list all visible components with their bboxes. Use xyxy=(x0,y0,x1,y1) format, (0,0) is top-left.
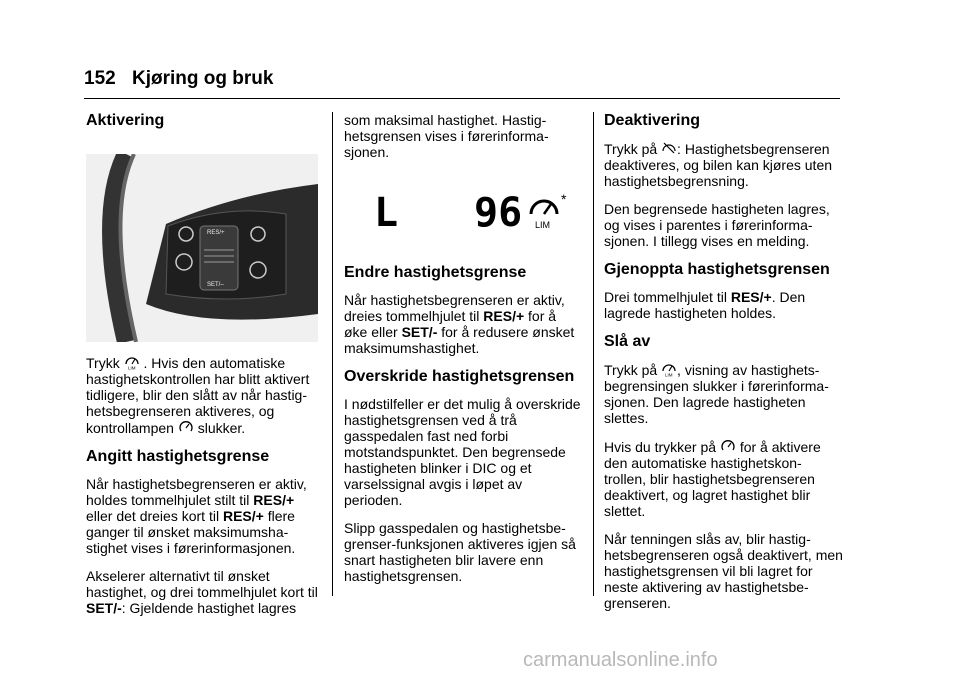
paragraph: Når hastighetsbegrenseren er aktiv, dreies tommelhjulet til RES/+ for å øke eller SET/- for å redusere ønsket maksimumshastighet. xyxy=(344,292,575,356)
heading-exceed-limit: Overskride hastighetsgrensen xyxy=(344,368,575,385)
svg-text:LIM: LIM xyxy=(665,372,673,377)
heading-deactivate: Deaktivering xyxy=(604,112,701,129)
column-2 xyxy=(344,112,582,596)
speed-limiter-icon xyxy=(661,361,677,377)
speed-limiter-icon xyxy=(531,201,557,230)
paragraph: Akselerer alternativt til ønsket hastighet, og drei tommelhjulet kort til SET/-: Gjeldende hastighet lagres xyxy=(86,568,318,616)
page-number: 152 xyxy=(84,68,116,89)
res-button-label: RES/+ xyxy=(207,230,225,236)
svg-text:LIM: LIM xyxy=(127,365,136,370)
column-divider xyxy=(332,112,333,596)
paragraph: Hvis du trykker på for å aktivere den automatiske hastighetskon- trollen, blir hastighetsbegrenseren deaktivert, og lagret hastighet blir slettet. xyxy=(604,439,821,519)
paragraph: Trykk LIM . Hvis den automatiske hastighetskontrollen har blitt aktivert tidligere, blir den slått av når hastig- hetsbegrenseren aktiveres, og kontrollampen slukker. xyxy=(86,355,310,436)
set-button-label: SET/– xyxy=(207,282,224,288)
steering-wheel-controls-image xyxy=(86,154,318,342)
display-speed: 96 xyxy=(474,190,523,236)
column-1 xyxy=(86,112,322,628)
heading-activation: Aktivering xyxy=(86,112,165,129)
cancel-icon xyxy=(661,140,677,156)
display-left-symbol: L xyxy=(374,190,399,236)
driver-info-display xyxy=(344,180,582,240)
paragraph: Slipp gasspedalen og hastighetsbe- grenser-funksjonen aktiveres igjen så snart hastigheten blir lavere enn hastighetsgrensen. xyxy=(344,520,576,584)
heading-off: Slå av xyxy=(604,333,651,350)
paragraph: I nødstilfeller er det mulig å overskride hastighetsgrensen ved å trå gasspedalen fast ned forbi motstandspunktet. Den begrensede hastigheten blinker i DIC og et varselssignal avgis i løpet av perioden. xyxy=(344,396,581,508)
page-header xyxy=(84,64,840,100)
display-star: * xyxy=(561,191,567,207)
watermark: carmanualsonline.info xyxy=(523,649,718,671)
heading-set-limit: Angitt hastighetsgrense xyxy=(86,448,270,465)
column-divider xyxy=(593,112,594,596)
header-rule xyxy=(84,98,840,99)
section-title: Kjøring og bruk xyxy=(132,68,274,89)
cruise-control-icon xyxy=(178,419,194,435)
paragraph: Trykk på LIM , visning av hastighets- begrensingen slukker i førerinforma- sjonen. Den lagrede hastigheten slettes. xyxy=(604,362,829,426)
cruise-control-icon xyxy=(720,438,736,454)
heading-resume: Gjenoppta hastighetsgrensen xyxy=(604,261,830,278)
paragraph: Trykk på : Hastighetsbegrenseren deaktiveres, og bilen kan kjøres uten hastighetsbegrensning. xyxy=(604,141,833,189)
paragraph: Den begrensede hastigheten lagres, og vises i parentes i førerinforma- sjonen. I tillegg vises en melding. xyxy=(604,201,830,249)
heading-change-limit: Endre hastighetsgrense xyxy=(344,264,527,281)
paragraph: Når tenningen slås av, blir hastig- hetsbegrenseren også deaktivert, men hastighetsgrensen vil bli lagret for neste aktivering av hastighetsbe- grenseren. xyxy=(604,531,843,611)
paragraph: som maksimal hastighet. Hastig- hetsgrensen vises i førerinforma- sjonen. xyxy=(344,112,549,160)
svg-text:LIM: LIM xyxy=(535,220,551,230)
column-3 xyxy=(604,112,844,623)
paragraph: Når hastighetsbegrenseren er aktiv, holdes tommelhjulet stilt til RES/+ eller det dreies kort til RES/+ flere ganger til ønsket maksimumsha- stighet vises i førerinformasjonen. xyxy=(86,476,307,556)
paragraph: Drei tommelhjulet til RES/+. Den lagrede hastigheten holdes. xyxy=(604,289,806,321)
speed-limiter-icon xyxy=(124,354,140,370)
